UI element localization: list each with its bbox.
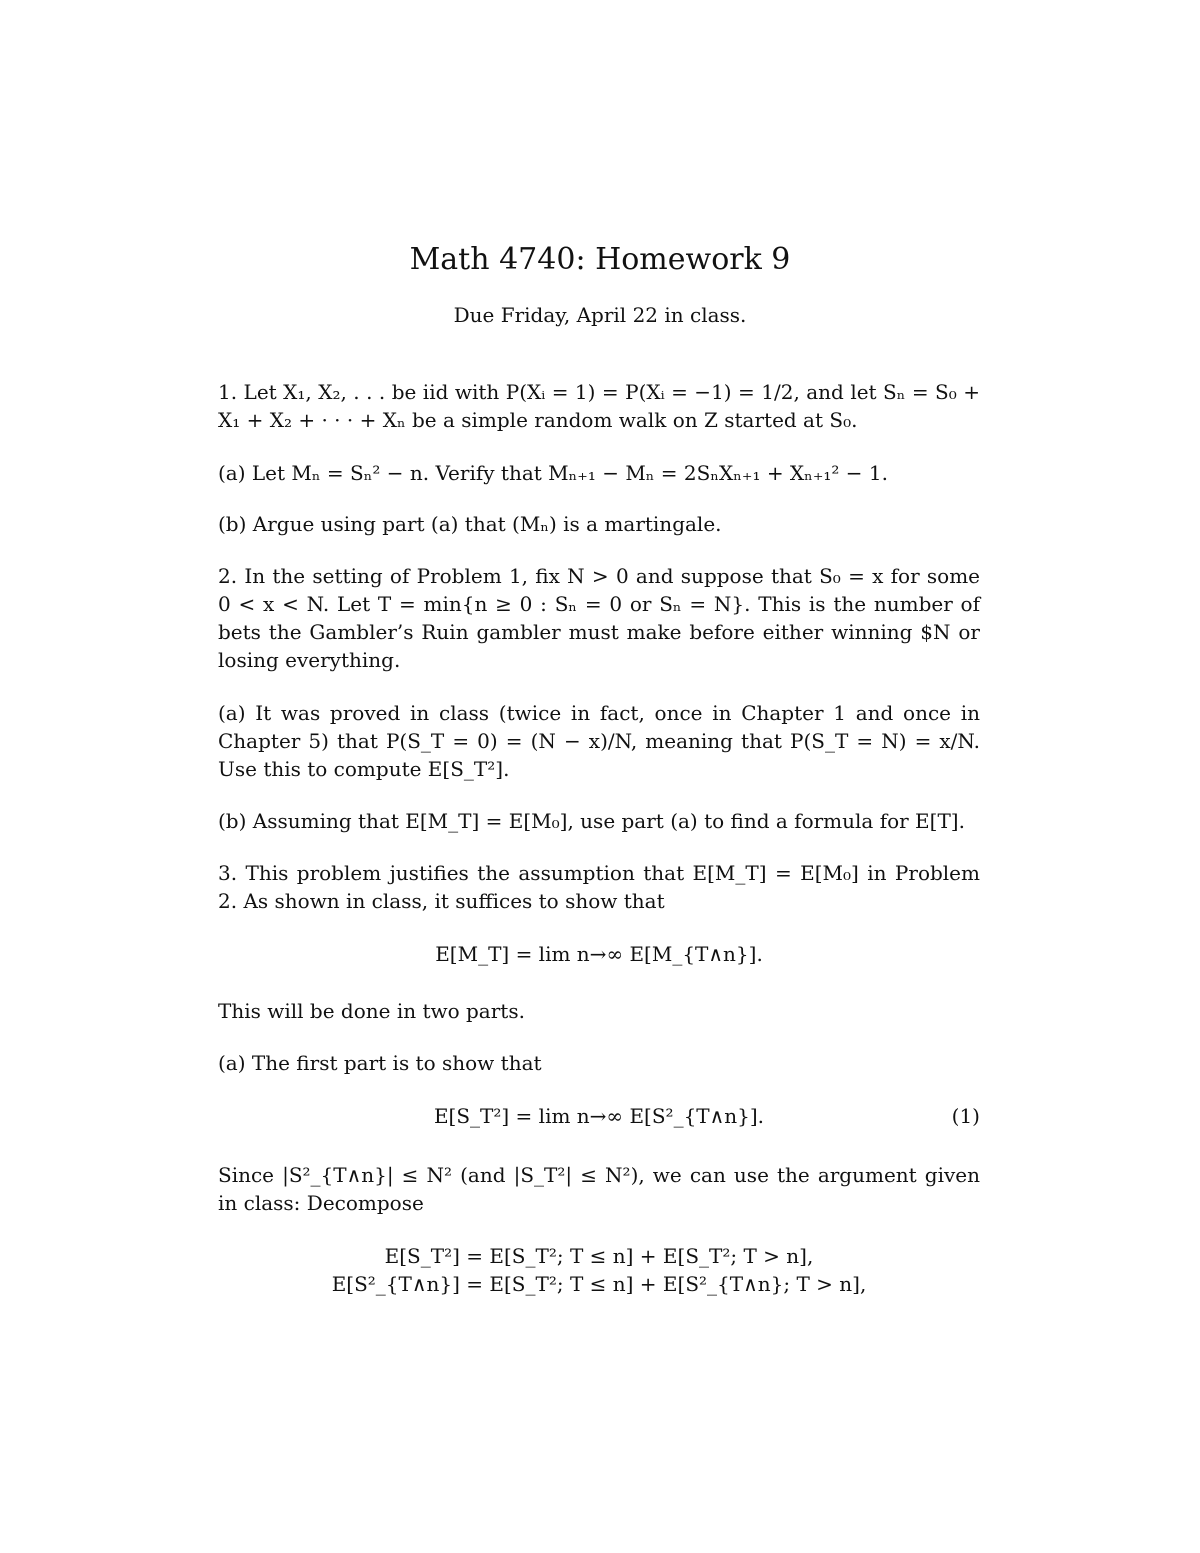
- decomposition-line-1: E[S_T²] = E[S_T²; T ≤ n] + E[S_T²; T > n],: [384, 1244, 814, 1268]
- display-equation: E[M_T] = lim n→∞ E[M_{T∧n}].: [435, 942, 763, 966]
- problem-3-since: Since |S²_{T∧n}| ≤ N² (and |S_T²| ≤ N²), we can use the argument given in class: Decompose: [218, 1163, 980, 1215]
- problem-2-part-b: (b) Assuming that E[M_T] = E[M₀], use part (a) to find a formula for E[T].: [218, 809, 965, 833]
- equation-1-body: E[S_T²] = lim n→∞ E[S²_{T∧n}].: [433, 1104, 765, 1128]
- problem-3-transition: This will be done in two parts.: [218, 999, 525, 1023]
- decomposition-block: [218, 1242, 980, 1298]
- problem-1-intro: 1. Let X₁, X₂, . . . be iid with P(Xᵢ = 1) = P(Xᵢ = −1) = 1/2, and let Sₙ = S₀ + X₁ + X₂ + · · · + Xₙ be a simple random walk on Z started at S₀.: [218, 380, 980, 432]
- page-title: Math 4740: Homework 9: [409, 242, 791, 277]
- problem-1-part-a: (a) Let Mₙ = Sₙ² − n. Verify that Mₙ₊₁ − Mₙ = 2SₙXₙ₊₁ + Xₙ₊₁² − 1.: [218, 461, 888, 485]
- problem-2-part-a: (a) It was proved in class (twice in fact, once in Chapter 1 and once in Chapter 5) that P(S_T = 0) = (N − x)/N, meaning that P(S_T = N) = x/N. Use this to compute E[S_T²].: [218, 701, 980, 781]
- equation-1-label: (1): [951, 1104, 980, 1128]
- problem-3-intro: 3. This problem justifies the assumption that E[M_T] = E[M₀] in Problem 2. As shown in class, it suffices to show that: [218, 861, 980, 913]
- problem-3-part-a: (a) The first part is to show that: [218, 1051, 542, 1075]
- problem-1-part-b: (b) Argue using part (a) that (Mₙ) is a martingale.: [218, 512, 722, 536]
- problem-2-intro: 2. In the setting of Problem 1, fix N > 0 and suppose that S₀ = x for some 0 < x < N. Let T = min{n ≥ 0 : Sₙ = 0 or Sₙ = N}. This is the number of bets the Gambler’s Ruin gambler must make before either winning $N or losing everything.: [218, 564, 980, 672]
- equation-1: [218, 1102, 980, 1130]
- due-date: Due Friday, April 22 in class.: [453, 303, 747, 327]
- decomposition-line-2: E[S²_{T∧n}] = E[S_T²; T ≤ n] + E[S²_{T∧n}; T > n],: [331, 1272, 867, 1296]
